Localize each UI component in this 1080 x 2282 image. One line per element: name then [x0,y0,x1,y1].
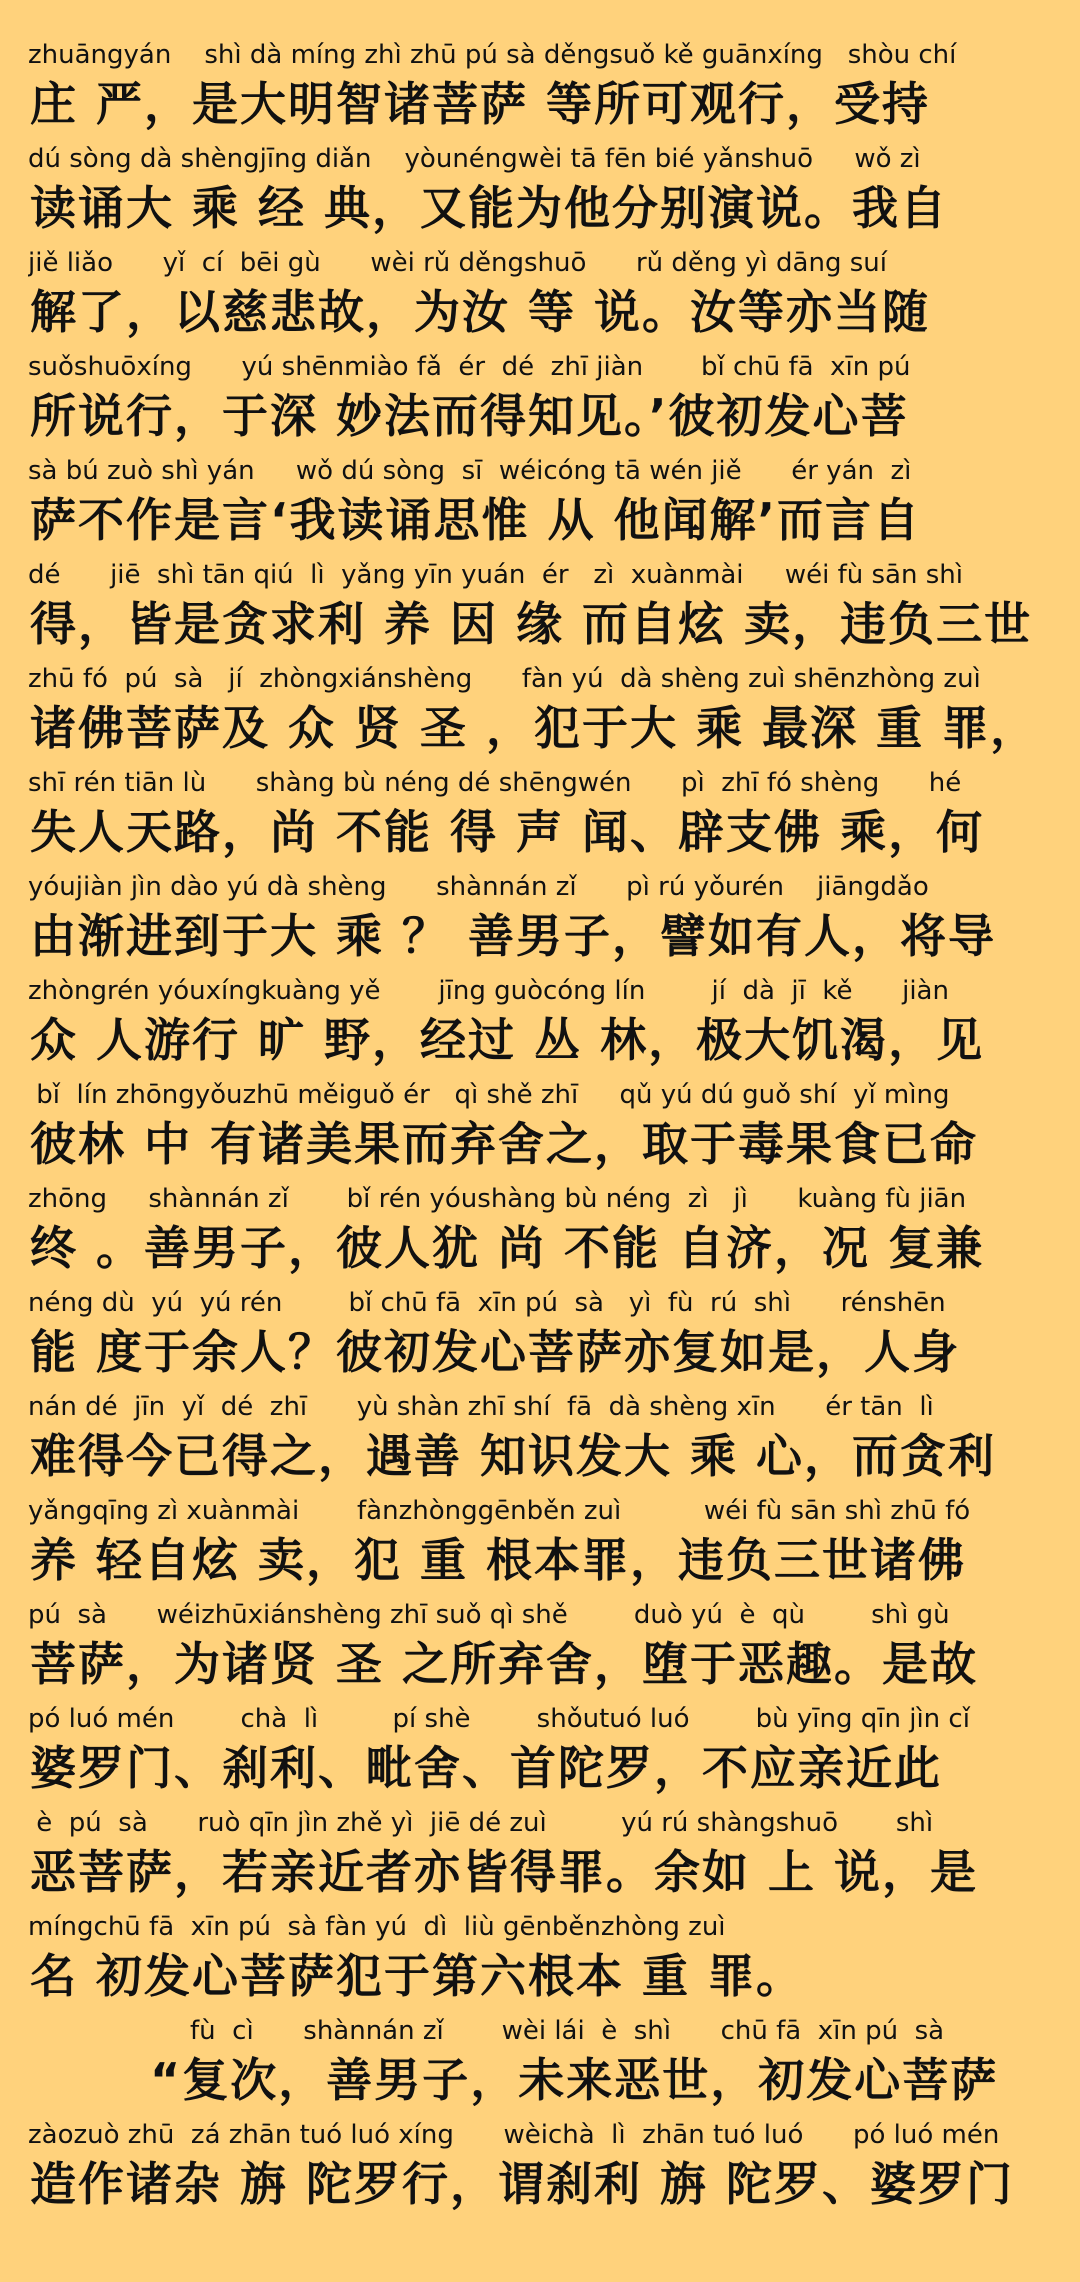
chinese-text: 庄 严，是大明智诸菩萨 等所可观行，受持 [30,77,931,131]
chinese-text: 养 轻自炫 卖，犯 重 根本罪，违负三世诸佛 [30,1533,967,1587]
text-line [0,2118,1080,2222]
text-line [0,350,1080,454]
pinyin-annotation: zhuāngyán shì dà míng zhì zhū pú sà děngsuǒ kě guānxíng shòu chí [28,40,957,70]
text-line [0,38,1080,142]
pinyin-annotation: è pú sà ruò qīn jìn zhě yì jiē dé zuì yú rú shàngshuō shì [28,1808,934,1838]
pinyin-annotation: fù cì shànnán zǐ wèi lái è shì chū fā xīn pú sà [190,2016,945,2046]
chinese-text: “复次，善男子，未来恶世，初发心菩萨 [150,2053,999,2107]
chinese-text: 由渐进到于大 乘 ？ 善男子，譬如有人，将导 [30,909,997,963]
chinese-text: 名 初发心菩萨犯于第六根本 重 罪。 [30,1949,805,2003]
pinyin-annotation: shī rén tiān lù shàng bù néng dé shēngwén pì zhī fó shèng hé [28,768,962,798]
pinyin-annotation: pó luó mén chà lì pí shè shǒutuó luó bù yīng qīn jìn cǐ [28,1704,970,1734]
chinese-text: 所说行，于深 妙法而得知见。’彼初发心菩 [30,389,909,443]
pinyin-annotation: míngchū fā xīn pú sà fàn yú dì liù gēnběnzhòng zuì [28,1912,726,1942]
text-line [0,662,1080,766]
text-line [0,974,1080,1078]
chinese-text: 解了，以慈悲故，为汝 等 说。汝等亦当随 [30,285,931,339]
text-line [0,1494,1080,1598]
text-line [0,558,1080,662]
chinese-text: 得，皆是贪求利 养 因 缘 而自炫 卖，违负三世 [30,597,1033,651]
chinese-text: 失人天路，尚 不能 得 声 闻、辟支佛 乘，何 [30,805,985,859]
text-line [0,454,1080,558]
chinese-text: 诸佛菩萨及 众 贤 圣 ，犯于大 乘 最深 重 罪， [30,701,1039,755]
pinyin-annotation: suǒshuōxíng yú shēnmiào fǎ ér dé zhī jiàn bǐ chū fā xīn pú [28,352,911,382]
chinese-text: 造作诸杂 旃 陀罗行，谓刹利 旃 陀罗、婆罗门 [30,2157,1015,2211]
pinyin-annotation: bǐ lín zhōngyǒuzhū měiguǒ ér qì shě zhī qǔ yú dú guǒ shí yǐ mìng [28,1080,950,1110]
pinyin-annotation: néng dù yú yú rén bǐ chū fā xīn pú sà yì fù rú shì rénshēn [28,1288,946,1318]
pinyin-annotation: jiě liǎo yǐ cí bēi gù wèi rǔ děngshuō rǔ děng yì dāng suí [28,248,887,278]
pinyin-annotation: nán dé jīn yǐ dé zhī yù shàn zhī shí fā dà shèng xīn ér tān lì [28,1392,934,1422]
text-line [0,1078,1080,1182]
chinese-text: 婆罗门、刹利、毗舍、首陀罗，不应亲近此 [30,1741,942,1795]
pinyin-annotation: zhū fó pú sà jí zhòngxiánshèng fàn yú dà shèng zuì shēnzhòng zuì [28,664,981,694]
text-line [0,1910,1080,2014]
text-line [0,1598,1080,1702]
chinese-text: 恶菩萨，若亲近者亦皆得罪。余如 上 说，是 [30,1845,979,1899]
pinyin-annotation: dú sòng dà shèngjīng diǎn yòunéngwèi tā fēn bié yǎnshuō wǒ zì [28,144,921,174]
text-line [0,1806,1080,1910]
chinese-text: 读诵大 乘 经 典，又能为他分别演说。我自 [30,181,949,235]
chinese-text: 终 。善男子，彼人犹 尚 不能 自济，况 复兼 [30,1221,985,1275]
pinyin-annotation: zhōng shànnán zǐ bǐ rén yóushàng bù néng zì jì kuàng fù jiān [28,1184,967,1214]
pinyin-annotation: yóujiàn jìn dào yú dà shèng shànnán zǐ pì rú yǒurén jiāngdǎo [28,872,929,902]
text-line [0,1390,1080,1494]
pinyin-annotation: zàozuò zhū zá zhān tuó luó xíng wèichà lì zhān tuó luó pó luó mén [28,2120,1000,2150]
pinyin-annotation: zhòngrén yóuxíngkuàng yě jīng guòcóng lín jí dà jī kě jiàn [28,976,949,1006]
pinyin-annotation: dé jiē shì tān qiú lì yǎng yīn yuán ér zì xuànmài wéi fù sān shì [28,560,963,590]
text-line [0,870,1080,974]
text-line [0,1182,1080,1286]
text-line [0,142,1080,246]
chinese-text: 彼林 中 有诸美果而弃舍之，取于毒果食已命 [30,1117,979,1171]
text-line [0,766,1080,870]
text-line [0,1286,1080,1390]
pinyin-annotation: sà bú zuò shì yán wǒ dú sòng sī wéicóng tā wén jiě ér yán zì [28,456,912,486]
chinese-text: 萨不作是言‘我读诵思惟 从 他闻解’而言自 [30,493,921,547]
chinese-text: 难得今已得之，遇善 知识发大 乘 心，而贪利 [30,1429,997,1483]
pinyin-annotation: yǎngqīng zì xuànmài fànzhònggēnběn zuì wéi fù sān shì zhū fó [28,1496,971,1526]
chinese-text: 众 人游行 旷 野，经过 丛 林，极大饥渴，见 [30,1013,985,1067]
chinese-text: 能 度于余人？彼初发心菩萨亦复如是，人身 [30,1325,961,1379]
text-line [0,246,1080,350]
text-line [0,1702,1080,1806]
chinese-text: 菩萨，为诸贤 圣 之所弃舍，堕于恶趣。是故 [30,1637,979,1691]
text-line [0,2014,1080,2118]
pinyin-annotation: pú sà wéizhūxiánshèng zhī suǒ qì shě duò yú è qù shì gù [28,1600,950,1630]
